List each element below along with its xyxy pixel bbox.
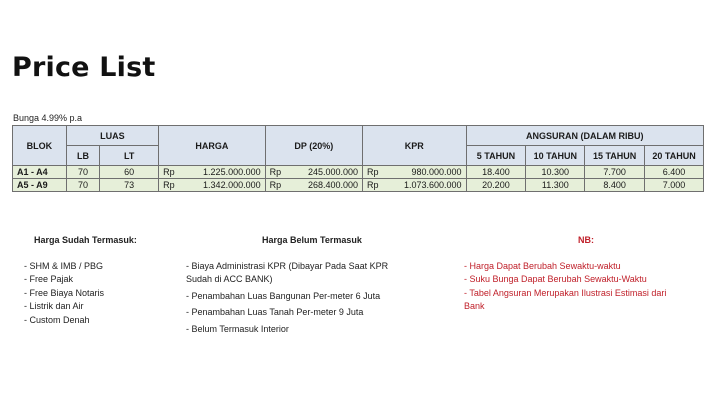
cell-lt: 60 — [100, 166, 159, 179]
header-5-tahun: 5 TAHUN — [466, 146, 526, 166]
excluded-list — [186, 260, 416, 337]
header-15-tahun: 15 TAHUN — [585, 146, 645, 166]
table-header-row — [13, 126, 704, 146]
list-item: - Penambahan Luas Tanah Per-meter 9 Juta — [186, 307, 364, 317]
cell-angsuran-15: 8.400 — [585, 179, 645, 192]
header-harga: HARGA — [159, 126, 266, 166]
cell-lt: 73 — [100, 179, 159, 192]
list-item: - Tabel Angsuran Merupakan Ilustrasi Estimasi dari Bank — [464, 287, 667, 311]
header-10-tahun: 10 TAHUN — [526, 146, 585, 166]
cell-currency: Rp — [363, 179, 374, 192]
included-list — [24, 260, 174, 328]
header-blok: BLOK — [13, 126, 67, 166]
price-table — [12, 125, 704, 192]
notes-section — [464, 234, 684, 314]
header-dp: DP (20%) — [265, 126, 362, 166]
list-item: - Penambahan Luas Bangunan Per-meter 6 Juta — [186, 290, 381, 301]
table-row — [13, 179, 704, 192]
excluded-section — [186, 234, 416, 339]
cell-dp: 268.400.000 — [276, 179, 362, 192]
list-item: - Belum Termasuk Interior — [186, 323, 289, 334]
header-lt: LT — [100, 146, 159, 166]
table-row — [13, 166, 704, 179]
list-item: - Free Biaya Notaris — [24, 287, 105, 298]
cell-angsuran-20: 7.000 — [645, 179, 704, 192]
list-item: - Suku Bunga Dapat Berubah Sewaktu-Waktu — [464, 274, 647, 284]
header-luas: LUAS — [66, 126, 158, 146]
list-item: - Custom Denah — [24, 314, 90, 325]
header-angsuran: ANGSURAN (DALAM RIBU) — [466, 126, 703, 146]
header-20-tahun: 20 TAHUN — [645, 146, 704, 166]
excluded-heading: Harga Belum Termasuk — [262, 235, 362, 245]
list-item: - SHM & IMB / PBG — [24, 260, 104, 271]
cell-currency: Rp — [159, 179, 170, 192]
cell-currency: Rp — [265, 166, 276, 179]
cell-harga: 1.342.000.000 — [170, 179, 265, 192]
interest-rate-note: Bunga 4.99% p.a — [13, 113, 83, 123]
cell-kpr: 1.073.600.000 — [374, 179, 466, 192]
cell-blok: A1 - A4 — [13, 166, 67, 179]
cell-blok: A5 - A9 — [13, 179, 67, 192]
header-kpr: KPR — [363, 126, 467, 166]
notes-list — [464, 260, 684, 314]
list-item: - Harga Dapat Berubah Sewaktu-waktu — [464, 260, 621, 271]
cell-angsuran-15: 7.700 — [585, 166, 645, 179]
cell-currency: Rp — [363, 166, 374, 179]
cell-dp: 245.000.000 — [276, 166, 362, 179]
header-lb: LB — [66, 146, 99, 166]
cell-lb: 70 — [66, 179, 99, 192]
cell-angsuran-10: 11.300 — [526, 179, 585, 192]
list-item: - Listrik dan Air — [24, 301, 84, 311]
cell-angsuran-5: 20.200 — [466, 179, 526, 192]
included-heading: Harga Sudah Termasuk: — [34, 235, 137, 245]
included-section — [24, 234, 174, 327]
cell-currency: Rp — [159, 166, 170, 179]
cell-kpr: 980.000.000 — [374, 166, 466, 179]
cell-harga: 1.225.000.000 — [170, 166, 265, 179]
notes-heading: NB: — [578, 235, 594, 245]
cell-currency: Rp — [265, 179, 276, 192]
list-item: - Free Pajak — [24, 274, 74, 284]
list-item: - Biaya Administrasi KPR (Dibayar Pada Saat KPR Sudah di ACC BANK) — [186, 260, 389, 284]
cell-angsuran-10: 10.300 — [526, 166, 585, 179]
cell-lb: 70 — [66, 166, 99, 179]
cell-angsuran-5: 18.400 — [466, 166, 526, 179]
cell-angsuran-20: 6.400 — [645, 166, 704, 179]
page-title: Price List — [12, 52, 156, 83]
